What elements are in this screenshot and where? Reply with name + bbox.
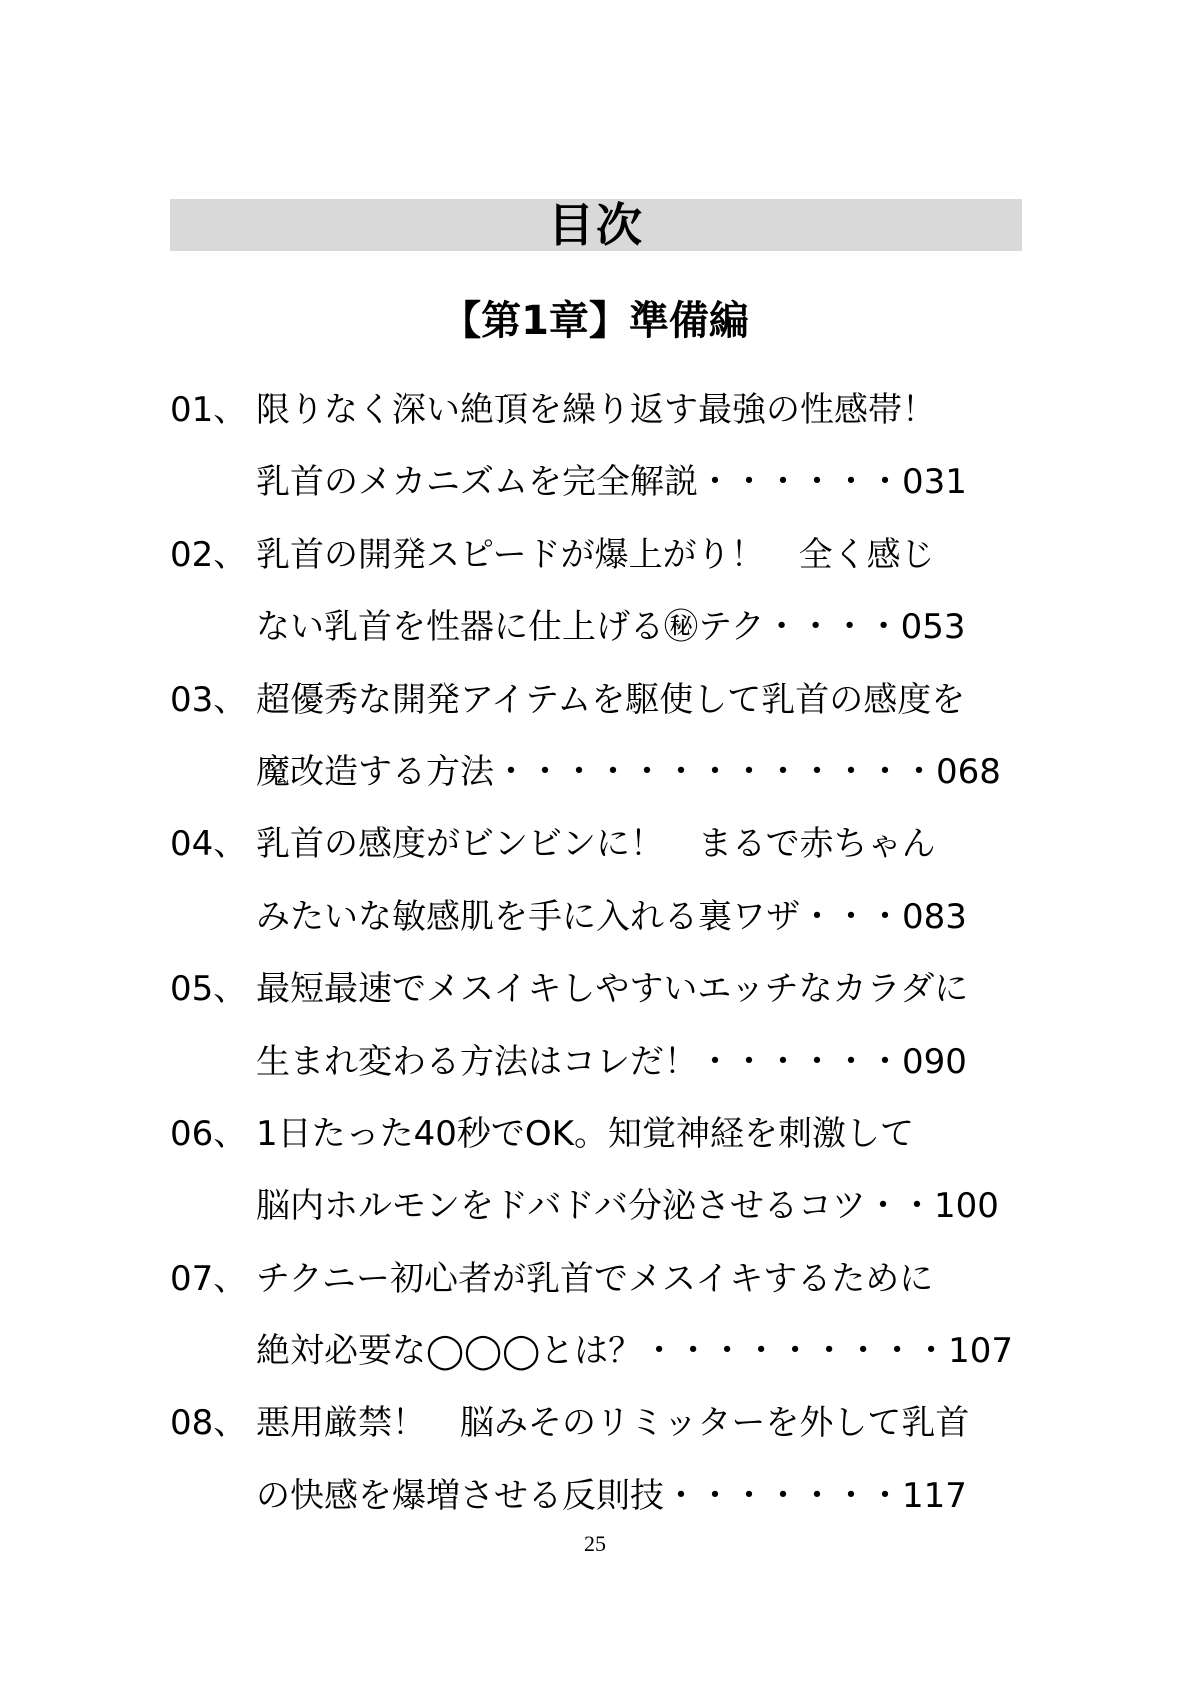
toc-entry-title: 乳首の感度がビンビンに！ まるで赤ちゃん (256, 824, 936, 865)
toc-entry-02-line1[interactable] (170, 527, 1050, 599)
table-of-contents (170, 382, 1050, 1540)
toc-entry-07-line2[interactable]: 絶対必要な◯◯◯とは？・・・・・・・・・107 (256, 1331, 1014, 1372)
toc-entry-number: 07、 (170, 1258, 248, 1299)
toc-entry-title: チクニー初心者が乳首でメスイキするために (256, 1258, 934, 1299)
toc-entry-04-line2[interactable]: みたいな敏感肌を手に入れる裏ワザ・・・083 (256, 896, 967, 937)
toc-entry-number: 03、 (170, 679, 248, 720)
toc-title-bar (170, 199, 1022, 251)
toc-entry-01-line2[interactable]: 乳首のメカニズムを完全解説・・・・・・031 (256, 462, 967, 503)
toc-entry-06-line2[interactable]: 脳内ホルモンをドバドバ分泌させるコツ・・100 (256, 1186, 999, 1227)
toc-entry-05-line2[interactable]: 生まれ変わる方法はコレだ！・・・・・・090 (256, 1041, 967, 1082)
toc-entry-03-line1[interactable] (170, 672, 1050, 744)
toc-entry-title: 乳首の開発スピードが爆上がり！ 全く感じ (256, 534, 935, 575)
toc-entry-number: 05、 (170, 969, 248, 1010)
toc-entry-number: 06、 (170, 1113, 248, 1154)
toc-entry-02-line2[interactable]: ない乳首を性器に仕上げる㊙テク・・・・053 (256, 607, 966, 648)
toc-entry-number: 01、 (170, 390, 248, 430)
toc-entry-title: 悪用厳禁！ 脳みそのリミッターを外して乳首 (256, 1403, 970, 1444)
toc-entry-title: 超優秀な開発アイテムを駆使して乳首の感度を (256, 679, 966, 720)
toc-entry-title: 限りなく深い絶頂を繰り返す最強の性感帯！ (256, 390, 936, 430)
toc-entry-08-line2[interactable]: の快感を爆増させる反則技・・・・・・・117 (256, 1475, 967, 1516)
chapter-heading: 【第1章】準備編 (441, 298, 749, 344)
toc-entry-08-line1[interactable] (170, 1395, 1050, 1467)
toc-entry-title: 最短最速でメスイキしやすいエッチなカラダに (256, 969, 969, 1010)
toc-entry-03-line2[interactable]: 魔改造する方法・・・・・・・・・・・・・068 (256, 751, 1001, 792)
page-title: 目次 (548, 198, 644, 252)
toc-entry-07-line1[interactable] (170, 1251, 1050, 1323)
toc-entry-04-line1[interactable] (170, 816, 1050, 888)
toc-entry-number: 08、 (170, 1403, 248, 1444)
toc-entry-number: 04、 (170, 824, 248, 865)
toc-entry-05-line1[interactable] (170, 961, 1050, 1033)
toc-entry-number: 02、 (170, 534, 248, 575)
page-number: 25 (584, 1531, 606, 1556)
toc-entry-06-line1[interactable] (170, 1106, 1050, 1178)
toc-entry-title: 1日たった40秒でOK。知覚神経を刺激して (256, 1113, 914, 1154)
toc-entry-01-line1[interactable] (170, 382, 1050, 454)
